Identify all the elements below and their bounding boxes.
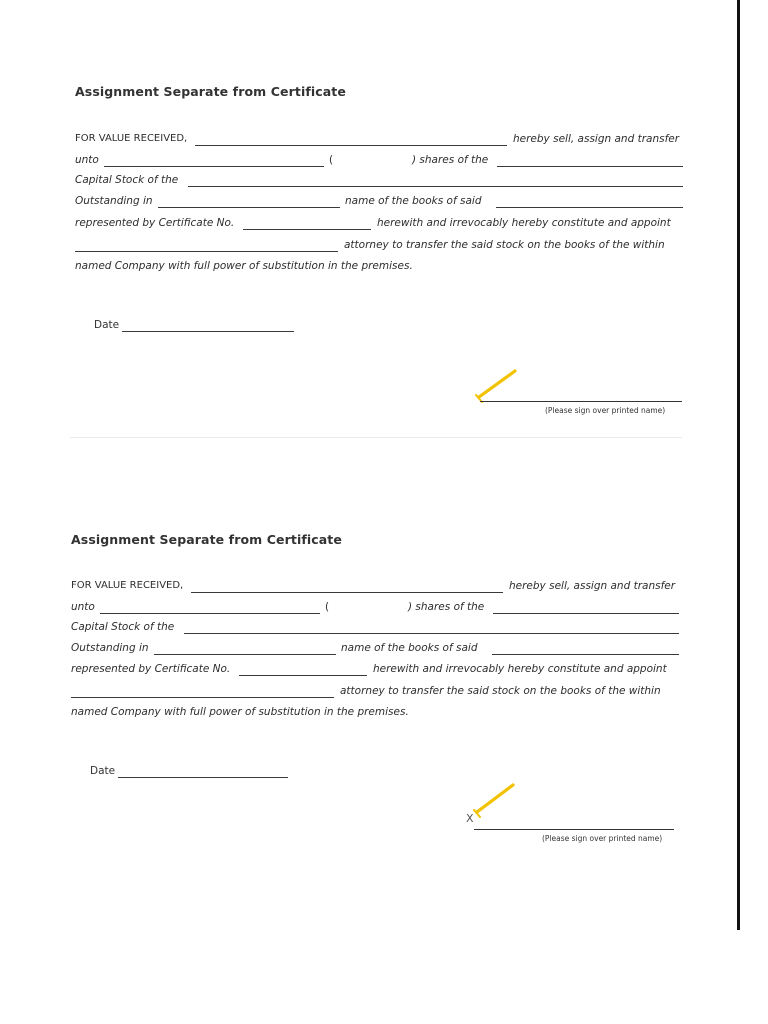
appoint-text: herewith and irrevocably hereby constitute and appoint [377, 217, 671, 229]
line-unto [70, 154, 686, 172]
capital-stock-label: Capital Stock of the [71, 621, 175, 633]
shares-of-text: ) shares of the [412, 154, 489, 166]
unto-label: unto [75, 154, 99, 166]
outstanding-field[interactable] [158, 207, 340, 208]
shares-of-text: ) shares of the [408, 601, 485, 613]
certificate-number-field[interactable] [243, 229, 371, 230]
date-field[interactable] [122, 331, 294, 332]
share-count-field[interactable] [334, 613, 402, 614]
sell-assign-text: hereby sell, assign and transfer [509, 580, 676, 592]
attorney-name-field[interactable] [75, 251, 338, 252]
line-value-received [70, 133, 686, 151]
certificate-label: represented by Certificate No. [71, 663, 231, 675]
line-attorney [70, 239, 686, 257]
line-unto [66, 601, 682, 619]
certificate-label: represented by Certificate No. [75, 217, 235, 229]
line-outstanding [66, 642, 682, 660]
sign-here-arrow-icon [472, 368, 518, 404]
signature-line[interactable] [480, 401, 682, 402]
appoint-text: herewith and irrevocably hereby constitute and appoint [373, 663, 667, 675]
name-books-text: name of the books of said [341, 642, 478, 654]
certificate-number-field[interactable] [239, 675, 367, 676]
company-name-field[interactable] [493, 613, 679, 614]
sell-assign-text: hereby sell, assign and transfer [513, 133, 680, 145]
attorney-text: attorney to transfer the said stock on the books of the within [340, 685, 661, 697]
capital-stock-field[interactable] [184, 633, 679, 634]
signature-caption: (Please sign over printed name) [542, 834, 663, 843]
form-title: Assignment Separate from Certificate [71, 532, 342, 547]
capital-stock-label: Capital Stock of the [75, 174, 179, 186]
date-label: Date [94, 319, 120, 331]
share-count-field[interactable] [338, 166, 406, 167]
signature-line[interactable] [474, 829, 674, 830]
said-company-field[interactable] [496, 207, 683, 208]
attorney-text: attorney to transfer the said stock on the books of the within [344, 239, 665, 251]
value-received-label: FOR VALUE RECEIVED, [71, 580, 184, 591]
section-divider [70, 437, 682, 438]
assignor-name-field[interactable] [191, 592, 503, 593]
outstanding-label: Outstanding in [71, 642, 149, 654]
line-capital-stock [70, 174, 686, 192]
open-paren: ( [325, 601, 330, 613]
outstanding-field[interactable] [154, 654, 336, 655]
name-books-text: name of the books of said [345, 195, 482, 207]
assignee-name-field[interactable] [104, 166, 324, 167]
line-certificate [70, 217, 686, 235]
assignee-name-field[interactable] [100, 613, 320, 614]
assignor-name-field[interactable] [195, 145, 507, 146]
line-value-received [66, 580, 682, 598]
attorney-name-field[interactable] [71, 697, 334, 698]
date-field[interactable] [118, 777, 288, 778]
unto-label: unto [71, 601, 95, 613]
value-received-label: FOR VALUE RECEIVED, [75, 133, 188, 144]
line-certificate [66, 663, 682, 681]
form-title: Assignment Separate from Certificate [75, 84, 346, 99]
line-capital-stock [66, 621, 682, 639]
page-border [737, 0, 740, 930]
said-company-field[interactable] [492, 654, 679, 655]
substitution-text: named Company with full power of substitution in the premises. [75, 260, 413, 272]
company-name-field[interactable] [497, 166, 683, 167]
outstanding-label: Outstanding in [75, 195, 153, 207]
line-substitution [70, 260, 686, 278]
open-paren: ( [329, 154, 334, 166]
sign-here-arrow-icon [470, 782, 516, 818]
line-outstanding [70, 195, 686, 213]
sign-x-marker: X [466, 812, 474, 825]
capital-stock-field[interactable] [188, 186, 683, 187]
signature-caption: (Please sign over printed name) [545, 406, 666, 415]
line-attorney [66, 685, 682, 703]
date-label: Date [90, 765, 116, 777]
substitution-text: named Company with full power of substitution in the premises. [71, 706, 409, 718]
line-substitution [66, 706, 682, 724]
